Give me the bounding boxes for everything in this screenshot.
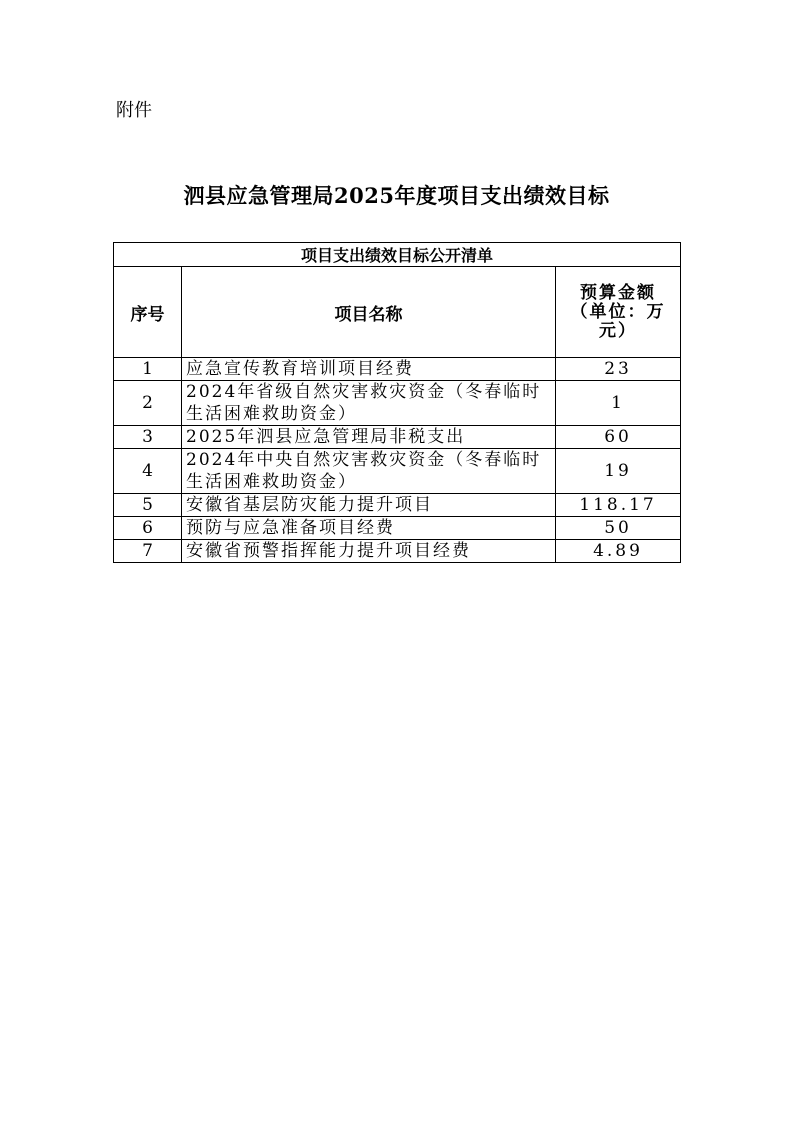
row-amount: 19 [556, 449, 681, 494]
row-name: 预防与应急准备项目经费 [182, 517, 556, 540]
row-index: 1 [114, 358, 182, 381]
header-name: 项目名称 [182, 267, 556, 358]
row-index: 6 [114, 517, 182, 540]
attachment-label: 附件 [116, 100, 152, 121]
page-title: 泗县应急管理局2025年度项目支出绩效目标 [183, 183, 610, 208]
row-index: 2 [114, 381, 182, 426]
row-name: 2024年中央自然灾害救灾资金（冬春临时生活困难救助资金） [182, 449, 556, 494]
row-name: 应急宣传教育培训项目经费 [182, 358, 556, 381]
row-name: 2024年省级自然灾害救灾资金（冬春临时生活困难救助资金） [182, 381, 556, 426]
row-index: 3 [114, 426, 182, 449]
table-row [114, 426, 681, 449]
table-row [114, 381, 681, 426]
table-row [114, 449, 681, 494]
row-amount: 23 [556, 358, 681, 381]
table-caption: 项目支出绩效目标公开清单 [114, 243, 681, 267]
table-row [114, 517, 681, 540]
header-index: 序号 [114, 267, 182, 358]
row-amount: 118.17 [556, 494, 681, 517]
table-row [114, 540, 681, 563]
row-index: 5 [114, 494, 182, 517]
header-budget: 预算金额（单位：万元） [556, 267, 681, 358]
budget-table [113, 242, 681, 563]
row-amount: 50 [556, 517, 681, 540]
row-index: 4 [114, 449, 182, 494]
row-name: 安徽省基层防灾能力提升项目 [182, 494, 556, 517]
row-index: 7 [114, 540, 182, 563]
table-row [114, 494, 681, 517]
row-amount: 60 [556, 426, 681, 449]
row-name: 2025年泗县应急管理局非税支出 [182, 426, 556, 449]
row-amount: 1 [556, 381, 681, 426]
table-row [114, 358, 681, 381]
row-amount: 4.89 [556, 540, 681, 563]
row-name: 安徽省预警指挥能力提升项目经费 [182, 540, 556, 563]
